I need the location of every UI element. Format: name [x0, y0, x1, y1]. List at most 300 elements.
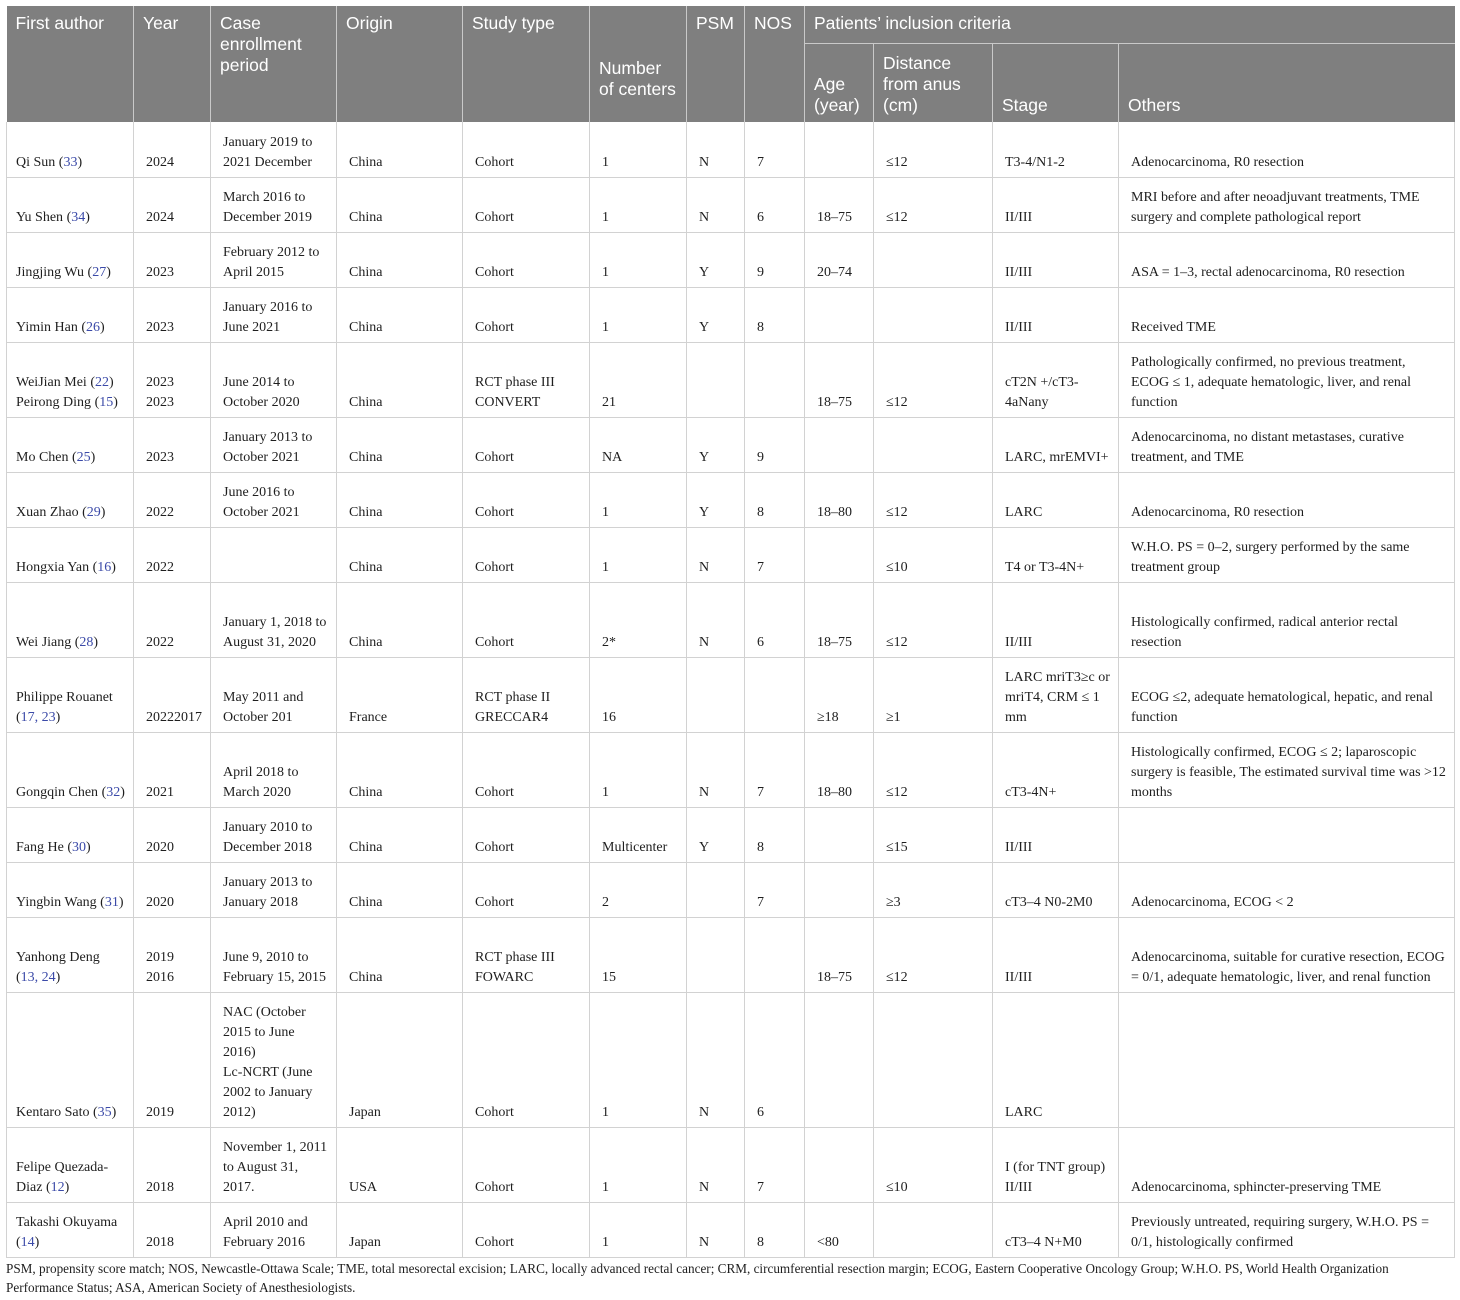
- cell-first-author: Fang He (30): [7, 807, 134, 862]
- cell-number-of-centers: [590, 342, 687, 417]
- others-value: Adenocarcinoma, suitable for curative resection, ECOG = 0/1, adequate hematologic, liver, and renal function: [1131, 949, 1445, 985]
- table-row: [7, 342, 1455, 417]
- cell-age: [805, 862, 874, 917]
- cell-nos: [745, 732, 805, 807]
- distance-value: ≤15: [886, 839, 908, 855]
- year-value: 2023: [146, 394, 174, 410]
- others-value: MRI before and after neoadjuvant treatments, TME surgery and complete pathological report: [1131, 189, 1420, 225]
- author-name: Philippe Rouanet: [16, 689, 113, 705]
- stage-value: II/III: [1005, 264, 1033, 280]
- cell-others: [1119, 992, 1455, 1127]
- origin-value: Japan: [349, 1104, 381, 1120]
- number-of-centers-value: 2*: [602, 634, 616, 650]
- others-value: Adenocarcinoma, ECOG < 2: [1131, 894, 1294, 910]
- study-type-value: Cohort: [475, 319, 514, 335]
- distance-value: ≤12: [886, 784, 908, 800]
- reference-link: 32: [106, 784, 121, 800]
- cell-age: [805, 287, 874, 342]
- cell-age: [805, 472, 874, 527]
- period-value: June 9, 2010 to February 15, 2015: [223, 949, 327, 985]
- cell-origin: [337, 992, 463, 1127]
- stage-value: cT3-4N+: [1005, 784, 1057, 800]
- year-value: 2022: [146, 504, 174, 520]
- cell-stage: [993, 732, 1119, 807]
- cell-others: [1119, 287, 1455, 342]
- cell-origin: [337, 862, 463, 917]
- table-row: [7, 862, 1455, 917]
- cell-origin: [337, 342, 463, 417]
- cell-enrollment-period: [211, 527, 337, 582]
- cell-stage: [993, 807, 1119, 862]
- header-psm: PSM: [687, 6, 745, 122]
- nos-value: 8: [757, 839, 764, 855]
- cell-origin: [337, 582, 463, 657]
- year-value: 2018: [146, 1234, 174, 1250]
- psm-value: N: [699, 1104, 710, 1120]
- period-value: November 1, 2011 to August 31, 2017.: [223, 1139, 328, 1195]
- cell-psm: [687, 527, 745, 582]
- reference-link: 13, 24: [20, 969, 56, 985]
- year-value: 2022: [146, 559, 174, 575]
- table-row: [7, 1127, 1455, 1202]
- number-of-centers-value: 1: [602, 559, 609, 575]
- table-body: [7, 122, 1455, 1257]
- table-row: [7, 1202, 1455, 1257]
- cell-stage: [993, 417, 1119, 472]
- reference-link: 27: [92, 264, 107, 280]
- cell-age: [805, 527, 874, 582]
- cell-psm: [687, 417, 745, 472]
- origin-value: China: [349, 319, 383, 335]
- psm-value: Y: [699, 839, 710, 855]
- study-type-value: RCT phase II GRECCAR4: [475, 689, 551, 725]
- others-value: Pathologically confirmed, no previous treatment, ECOG ≤ 1, adequate hematologic, liver, and renal function: [1131, 354, 1412, 410]
- cell-stage: [993, 527, 1119, 582]
- header-stage: Stage: [993, 44, 1119, 123]
- cell-distance: [874, 232, 993, 287]
- cell-enrollment-period: [211, 732, 337, 807]
- author-name: Yimin Han: [16, 319, 78, 335]
- study-type-value: Cohort: [475, 839, 514, 855]
- year-value: 2021: [146, 784, 174, 800]
- header-age: Age (year): [805, 44, 874, 123]
- number-of-centers-value: 2: [602, 894, 609, 910]
- distance-value: ≤12: [886, 394, 908, 410]
- stage-value: T3-4/N1-2: [1005, 154, 1065, 170]
- nos-value: 8: [757, 319, 764, 335]
- cell-nos: [745, 417, 805, 472]
- year-value: 2024: [146, 209, 174, 225]
- cell-first-author: Takashi Okuyama (14): [7, 1202, 134, 1257]
- reference-link: 15: [99, 394, 114, 410]
- nos-value: 6: [757, 1104, 764, 1120]
- study-type-value: Cohort: [475, 894, 514, 910]
- period-value: January 2019 to 2021 December: [223, 134, 313, 170]
- cell-nos: [745, 342, 805, 417]
- cell-nos: [745, 862, 805, 917]
- header-distance: Distance from anus (cm): [874, 44, 993, 123]
- others-value: Adenocarcinoma, R0 resection: [1131, 504, 1304, 520]
- number-of-centers-value: 1: [602, 784, 609, 800]
- cell-enrollment-period: [211, 472, 337, 527]
- cell-study-type: [463, 1127, 590, 1202]
- stage-value: II/III: [1005, 634, 1033, 650]
- cell-enrollment-period: [211, 177, 337, 232]
- period-value: NAC (October 2015 to June 2016): [223, 1004, 306, 1060]
- author-name: Hongxia Yan: [16, 559, 90, 575]
- cell-year: [134, 992, 211, 1127]
- reference-link: 30: [72, 839, 86, 855]
- table-row: [7, 917, 1455, 992]
- others-value: Previously untreated, requiring surgery, W.H.O. PS = 0/1, histologically confirmed: [1131, 1214, 1429, 1250]
- number-of-centers-value: 1: [602, 1234, 609, 1250]
- period-value: April 2010 and February 2016: [223, 1214, 308, 1250]
- cell-study-type: [463, 862, 590, 917]
- cell-age: [805, 732, 874, 807]
- cell-distance: [874, 122, 993, 177]
- cell-origin: [337, 472, 463, 527]
- year-value: 2018: [146, 1179, 174, 1195]
- table-row: [7, 287, 1455, 342]
- nos-value: 8: [757, 504, 764, 520]
- origin-value: China: [349, 449, 383, 465]
- stage-value: cT3–4 N0-2M0: [1005, 894, 1093, 910]
- cell-psm: [687, 582, 745, 657]
- age-value: 18–75: [817, 634, 852, 650]
- age-value: 18–80: [817, 784, 852, 800]
- cell-age: [805, 122, 874, 177]
- origin-value: China: [349, 894, 383, 910]
- cell-number-of-centers: [590, 657, 687, 732]
- period-value: March 2016 to December 2019: [223, 189, 313, 225]
- origin-value: China: [349, 394, 383, 410]
- number-of-centers-value: 1: [602, 154, 609, 170]
- cell-stage: [993, 862, 1119, 917]
- cell-origin: [337, 1202, 463, 1257]
- cell-first-author: Xuan Zhao (29): [7, 472, 134, 527]
- reference-link: 22: [94, 374, 109, 390]
- table-footnote: PSM, propensity score match; NOS, Newcastle-Ottawa Scale; TME, total mesorectal excision; LARC, locally advanced rectal cancer; CRM, circumferential resection margin; ECOG, Eastern Cooperative Oncology Group; W.H.O. PS, World Health Organization Performance Status; ASA, American Society of Anesthesiologists.: [6, 1261, 1389, 1295]
- cell-psm: [687, 177, 745, 232]
- cell-number-of-centers: [590, 177, 687, 232]
- cell-number-of-centers: [590, 122, 687, 177]
- study-type-value: RCT phase III CONVERT: [475, 374, 555, 410]
- others-value: Adenocarcinoma, sphincter-preserving TME: [1131, 1179, 1382, 1195]
- cell-year: [134, 527, 211, 582]
- cell-others: [1119, 657, 1455, 732]
- cell-psm: [687, 472, 745, 527]
- cell-nos: [745, 527, 805, 582]
- distance-value: ≤10: [886, 1179, 908, 1195]
- cell-first-author: Philippe Rouanet (17, 23): [7, 657, 134, 732]
- cell-distance: [874, 862, 993, 917]
- cell-origin: [337, 917, 463, 992]
- psm-value: N: [699, 559, 710, 575]
- header-others: Others: [1119, 44, 1455, 123]
- age-value: 20–74: [817, 264, 852, 280]
- age-value: 18–80: [817, 504, 852, 520]
- author-name: Gongqin Chen: [16, 784, 99, 800]
- year-value: 2023: [146, 449, 174, 465]
- cell-year: [134, 342, 211, 417]
- age-value: 18–75: [817, 394, 852, 410]
- study-characteristics-table: [6, 6, 1455, 1258]
- cell-nos: [745, 657, 805, 732]
- reference-link: 33: [63, 154, 78, 170]
- cell-first-author: Yu Shen (34): [7, 177, 134, 232]
- cell-first-author: Gongqin Chen (32): [7, 732, 134, 807]
- cell-first-author: Wei Jiang (28): [7, 582, 134, 657]
- psm-value: N: [699, 1234, 710, 1250]
- cell-first-author: Qi Sun (33): [7, 122, 134, 177]
- cell-year: [134, 657, 211, 732]
- reference-link: 34: [71, 209, 86, 225]
- stage-value: I (for TNT group) II/III: [1005, 1159, 1106, 1195]
- cell-origin: [337, 527, 463, 582]
- stage-value: T4 or T3-4N+: [1005, 559, 1085, 575]
- cell-study-type: [463, 417, 590, 472]
- cell-year: [134, 232, 211, 287]
- cell-distance: [874, 177, 993, 232]
- author-name: Xuan Zhao: [16, 504, 79, 520]
- cell-origin: [337, 177, 463, 232]
- reference-link: 17, 23: [20, 709, 56, 725]
- cell-first-author: WeiJian Mei (22) Peirong Ding (15): [7, 342, 134, 417]
- cell-year: [134, 732, 211, 807]
- cell-distance: [874, 1202, 993, 1257]
- age-value: 18–75: [817, 209, 852, 225]
- nos-value: 7: [757, 784, 764, 800]
- cell-psm: [687, 862, 745, 917]
- cell-study-type: [463, 582, 590, 657]
- age-value: ≥18: [817, 709, 839, 725]
- author-name: Felipe Quezada-Diaz: [16, 1159, 109, 1195]
- period-value: January 2016 to June 2021: [223, 299, 313, 335]
- cell-age: [805, 177, 874, 232]
- header-year: Year: [134, 6, 211, 122]
- table-row: [7, 122, 1455, 177]
- cell-others: [1119, 472, 1455, 527]
- nos-value: 7: [757, 559, 764, 575]
- psm-value: Y: [699, 319, 710, 335]
- cell-study-type: [463, 177, 590, 232]
- author-name: Jingjing Wu: [16, 264, 85, 280]
- author-name: Wei Jiang: [16, 634, 72, 650]
- cell-others: [1119, 342, 1455, 417]
- author-name: Qi Sun: [16, 154, 56, 170]
- origin-value: Japan: [349, 1234, 381, 1250]
- cell-number-of-centers: [590, 992, 687, 1127]
- others-value: ECOG ≤2, adequate hematological, hepatic, and renal function: [1131, 689, 1433, 725]
- cell-enrollment-period: [211, 917, 337, 992]
- reference-link: 31: [104, 894, 119, 910]
- study-type-value: RCT phase III FOWARC: [475, 949, 555, 985]
- author-name: Yanhong Deng: [16, 949, 100, 965]
- cell-others: [1119, 232, 1455, 287]
- cell-first-author: Yimin Han (26): [7, 287, 134, 342]
- others-value: ASA = 1–3, rectal adenocarcinoma, R0 resection: [1131, 264, 1405, 280]
- cell-enrollment-period: [211, 1202, 337, 1257]
- cell-nos: [745, 992, 805, 1127]
- distance-value: ≤12: [886, 969, 908, 985]
- cell-study-type: [463, 1202, 590, 1257]
- cell-study-type: [463, 287, 590, 342]
- cell-psm: [687, 657, 745, 732]
- cell-psm: [687, 342, 745, 417]
- study-type-value: Cohort: [475, 264, 514, 280]
- table-row: [7, 582, 1455, 657]
- stage-value: LARC: [1005, 504, 1043, 520]
- author-name: Mo Chen: [16, 449, 69, 465]
- origin-value: China: [349, 784, 383, 800]
- cell-origin: [337, 657, 463, 732]
- nos-value: 7: [757, 894, 764, 910]
- number-of-centers-value: 1: [602, 319, 609, 335]
- cell-others: [1119, 527, 1455, 582]
- cell-age: [805, 232, 874, 287]
- cell-origin: [337, 232, 463, 287]
- period-value: February 2012 to April 2015: [223, 244, 320, 280]
- study-type-value: Cohort: [475, 504, 514, 520]
- table-row: [7, 472, 1455, 527]
- table-row: [7, 657, 1455, 732]
- period-value: January 2013 to October 2021: [223, 429, 313, 465]
- cell-year: [134, 287, 211, 342]
- cell-distance: [874, 342, 993, 417]
- stage-value: II/III: [1005, 209, 1033, 225]
- cell-age: [805, 1127, 874, 1202]
- reference-link: 12: [50, 1179, 65, 1195]
- table-row: [7, 232, 1455, 287]
- cell-number-of-centers: [590, 232, 687, 287]
- origin-value: USA: [349, 1179, 378, 1195]
- cell-nos: [745, 122, 805, 177]
- study-type-value: Cohort: [475, 1104, 514, 1120]
- cell-distance: [874, 1127, 993, 1202]
- table-row: [7, 992, 1455, 1127]
- reference-link: 26: [86, 319, 101, 335]
- cell-stage: [993, 657, 1119, 732]
- nos-value: 9: [757, 449, 764, 465]
- period-value: Lc-NCRT (June 2002 to January 2012): [223, 1064, 313, 1120]
- reference-link: 29: [86, 504, 101, 520]
- cell-number-of-centers: [590, 582, 687, 657]
- origin-value: China: [349, 154, 383, 170]
- nos-value: 7: [757, 1179, 764, 1195]
- cell-study-type: [463, 527, 590, 582]
- period-value: January 2013 to January 2018: [223, 874, 313, 910]
- cell-age: [805, 657, 874, 732]
- stage-value: LARC: [1005, 1104, 1043, 1120]
- cell-stage: [993, 342, 1119, 417]
- cell-age: [805, 342, 874, 417]
- cell-distance: [874, 527, 993, 582]
- number-of-centers-value: 1: [602, 1179, 609, 1195]
- year-value: 2020: [146, 894, 174, 910]
- cell-others: [1119, 1202, 1455, 1257]
- cell-distance: [874, 917, 993, 992]
- cell-enrollment-period: [211, 287, 337, 342]
- cell-origin: [337, 807, 463, 862]
- cell-enrollment-period: [211, 417, 337, 472]
- cell-stage: [993, 177, 1119, 232]
- period-value: June 2016 to October 2021: [223, 484, 300, 520]
- author-name: Kentaro Sato: [16, 1104, 90, 1120]
- cell-study-type: [463, 232, 590, 287]
- cell-nos: [745, 1127, 805, 1202]
- cell-origin: [337, 122, 463, 177]
- cell-number-of-centers: [590, 472, 687, 527]
- cell-year: [134, 472, 211, 527]
- cell-nos: [745, 807, 805, 862]
- cell-nos: [745, 917, 805, 992]
- author-name: Fang He: [16, 839, 64, 855]
- year-value: 2022: [146, 634, 174, 650]
- cell-number-of-centers: [590, 917, 687, 992]
- cell-study-type: [463, 472, 590, 527]
- cell-distance: [874, 417, 993, 472]
- cell-year: [134, 177, 211, 232]
- cell-first-author: Yanhong Deng (13, 24): [7, 917, 134, 992]
- nos-value: 9: [757, 264, 764, 280]
- cell-distance: [874, 472, 993, 527]
- number-of-centers-value: 1: [602, 209, 609, 225]
- cell-year: [134, 807, 211, 862]
- cell-others: [1119, 177, 1455, 232]
- number-of-centers-value: 15: [602, 969, 616, 985]
- cell-distance: [874, 732, 993, 807]
- cell-year: [134, 1127, 211, 1202]
- distance-value: ≤12: [886, 634, 908, 650]
- cell-year: [134, 122, 211, 177]
- year-value: 2020: [146, 839, 174, 855]
- cell-nos: [745, 472, 805, 527]
- origin-value: China: [349, 559, 383, 575]
- origin-value: China: [349, 504, 383, 520]
- cell-year: [134, 582, 211, 657]
- stage-value: cT3–4 N+M0: [1005, 1234, 1082, 1250]
- author-name: Takashi Okuyama: [16, 1214, 118, 1230]
- year-value: 2019: [146, 1104, 174, 1120]
- number-of-centers-value: NA: [602, 449, 623, 465]
- others-value: Received TME: [1131, 319, 1216, 335]
- cell-study-type: [463, 992, 590, 1127]
- stage-value: LARC mriT3≥c or mriT4, CRM ≤ 1 mm: [1005, 669, 1110, 725]
- stage-value: II/III: [1005, 839, 1033, 855]
- cell-number-of-centers: [590, 527, 687, 582]
- header-row-1: [7, 6, 1455, 44]
- cell-study-type: [463, 807, 590, 862]
- study-type-value: Cohort: [475, 1234, 514, 1250]
- cell-psm: [687, 1202, 745, 1257]
- distance-value: ≤12: [886, 154, 908, 170]
- cell-age: [805, 582, 874, 657]
- cell-others: [1119, 1127, 1455, 1202]
- author-name: Yingbin Wang: [16, 894, 97, 910]
- psm-value: N: [699, 634, 710, 650]
- study-type-value: Cohort: [475, 209, 514, 225]
- cell-distance: [874, 657, 993, 732]
- cell-first-author: Mo Chen (25): [7, 417, 134, 472]
- cell-origin: [337, 732, 463, 807]
- reference-link: 35: [97, 1104, 112, 1120]
- cell-number-of-centers: [590, 732, 687, 807]
- reference-link: 28: [79, 634, 94, 650]
- cell-stage: [993, 992, 1119, 1127]
- nos-value: 6: [757, 209, 764, 225]
- psm-value: N: [699, 1179, 710, 1195]
- author-name: Yu Shen: [16, 209, 64, 225]
